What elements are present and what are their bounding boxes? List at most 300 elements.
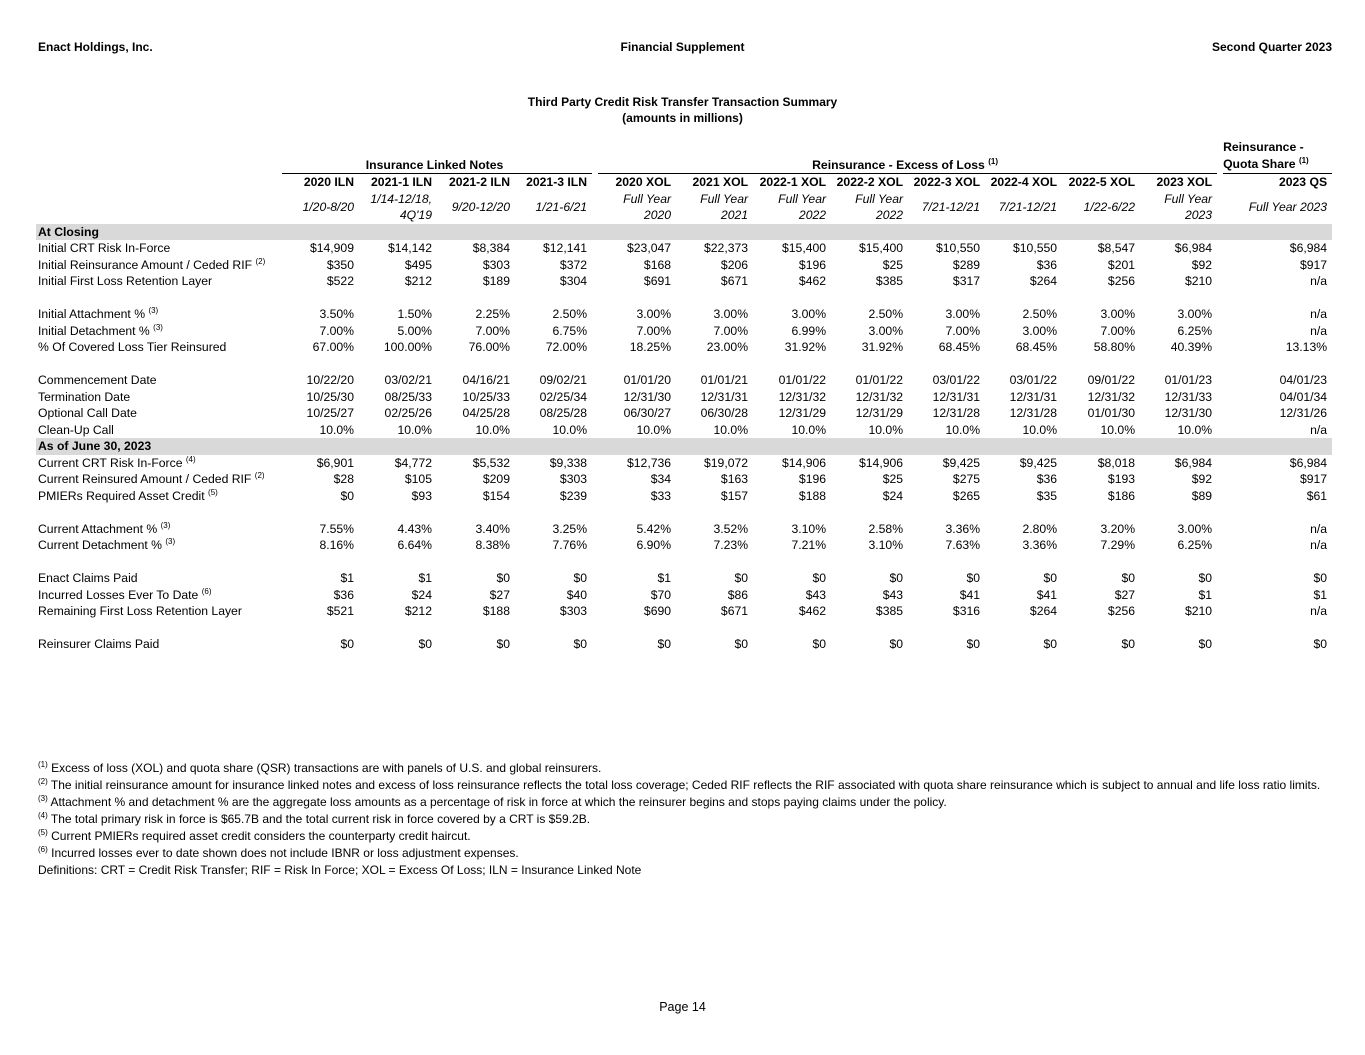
value-cell: 12/31/31 [1009,389,1058,404]
value-cell: $92 [1191,257,1213,272]
value-cell: $27 [1114,587,1136,602]
value-cell: $201 [1107,257,1136,272]
footnote-marker: (4) [38,811,48,820]
value-cell: 01/01/22 [855,373,904,387]
value-cell: $303 [559,604,588,618]
value-cell: $27 [489,587,510,602]
value-cell: $212 [404,604,432,618]
value-cell: 1/21-6/21 [535,199,588,214]
value-cell: $22,373 [703,241,749,255]
row-label: Clean-Up Call [38,422,114,437]
group-excess-of-loss: Reinsurance - Excess of Loss $^{(1)}$ [598,139,1217,174]
value-cell: $691 [643,274,672,288]
value-cell: 7.76% [552,538,588,552]
footnote-ref: (3) [148,306,159,315]
value-cell: 3.20% [1100,521,1136,536]
row-label: Initial First Loss Retention Layer [38,274,213,288]
value-cell: 2022-1 XOL [759,175,827,189]
footnote-text: Incurred losses ever to date shown does not include IBNR or loss adjustment expenses. [51,846,519,860]
value-cell: 09/01/22 [1087,373,1136,387]
value-cell: $5,532 [472,455,510,470]
value-cell: $0 [1043,637,1058,651]
spacer-cell [36,290,1332,307]
value-cell: 10/25/33 [462,389,510,404]
value-cell: 12/31/26 [1279,406,1328,420]
value-cell: n/a [1310,323,1328,338]
value-cell: n/a [1310,422,1328,437]
value-cell: $0 [1313,637,1328,651]
value-cell: Full Year 2023 [1164,191,1213,222]
value-cell: 5.42% [636,521,672,536]
value-cell: 6.75% [552,323,588,338]
table-row [36,389,1332,406]
value-cell: 3.40% [475,521,510,536]
section-title: At Closing [36,224,1332,241]
value-cell: $0 [889,571,904,585]
value-cell: 6.90% [636,538,672,552]
value-cell: 2021-3 ILN [526,175,588,189]
value-cell: 01/01/21 [700,373,749,387]
value-cell: 2021-1 ILN [371,175,432,189]
row-label-cell [36,389,282,406]
table-row [36,471,1332,488]
value-cell: $671 [720,274,749,288]
value-cell: $0 [734,571,749,585]
value-cell: 10.0% [713,422,749,437]
footnote-ref: (2) [255,256,266,266]
value-cell: Full Year 2020 [623,191,672,222]
value-cell: 08/25/33 [384,389,432,404]
value-cell: $522 [326,274,354,288]
value-cell: $462 [798,274,827,288]
row-label-cell [36,488,282,505]
value-cell: $8,018 [1097,455,1136,470]
footnote-ref: (6) [201,586,212,596]
row-label: % Of Covered Loss Tier Reinsured [38,340,227,354]
value-cell: $15,400 [858,241,904,255]
company-name: Enact Holdings, Inc. [38,40,153,54]
value-cell: 04/01/23 [1279,373,1328,387]
value-cell: 3.36% [945,521,981,536]
value-cell: $0 [496,637,510,651]
footnote [38,811,1328,828]
value-cell: $917 [1299,257,1328,272]
footnote [38,794,1328,811]
footnote-ref: (3) [153,322,163,332]
value-cell: $6,901 [316,455,354,470]
value-cell: $0 [1313,571,1328,585]
value-cell: $1 [340,571,354,585]
value-cell: $168 [643,257,672,272]
value-cell: 31.92% [861,340,904,354]
group-header-row [36,139,1332,174]
value-cell: $154 [482,488,510,503]
value-cell: 7.00% [636,323,672,338]
value-cell: 10.0% [868,422,904,437]
value-cell: 01/01/23 [1164,373,1213,387]
value-cell: 2022-3 XOL [913,175,981,189]
footnotes [38,760,1328,879]
value-cell: 04/01/34 [1279,389,1328,404]
value-cell: 12/31/29 [855,406,904,420]
value-cell: $289 [952,257,981,272]
footnote-text: Excess of loss (XOL) and quota share (QSR) transactions are with panels of U.S. and global reinsurers. [51,761,602,775]
value-cell: $36 [333,587,354,602]
value-cell: 12/31/29 [778,406,827,420]
value-cell: 8.38% [475,538,510,552]
value-cell: 6.64% [397,538,432,552]
value-cell: $264 [1029,604,1058,618]
table-row [36,240,1332,257]
value-cell: 23.00% [706,340,749,354]
value-cell: 7.00% [1100,323,1136,338]
value-cell: $24 [411,587,432,602]
spacer-row [36,504,1332,521]
value-cell: $188 [482,604,510,618]
value-cell: Full Year 2022 [855,191,904,222]
value-cell: 4.43% [397,521,432,536]
table-row [36,521,1332,538]
row-label: Incurred Losses Ever To Date [38,587,199,602]
spacer-cell [36,504,1332,521]
value-cell: $0 [889,637,904,651]
value-cell: 10/25/27 [306,406,354,420]
value-cell: 2021 XOL [692,175,749,189]
crt-summary-table [36,139,1332,653]
value-cell: 10.0% [1022,422,1058,437]
value-cell: $0 [418,637,432,651]
value-cell: $209 [482,472,510,486]
table-row [36,405,1332,422]
row-label: Current Detachment % [38,538,162,552]
value-cell: 12/31/28 [1009,406,1058,420]
footnote-text: Attachment % and detachment % are the aggregate loss amounts as a percentage of risk in force at which the reinsurer begins and stops paying claims under the policy. [50,795,947,809]
value-cell: 5.00% [397,323,432,338]
value-cell: $23,047 [626,241,672,255]
value-cell: 6.25% [1177,538,1213,552]
table-title: Third Party Credit Risk Transfer Transaction Summary [527,95,838,109]
value-cell: $6,984 [1174,241,1213,255]
spacer-row [36,290,1332,307]
value-cell: 1/14-12/18, 4Q'19 [370,191,432,222]
row-label: Current Attachment % [38,521,158,536]
value-cell: 06/30/27 [623,406,672,420]
section-header [36,224,1332,241]
row-label-cell [36,405,282,422]
table-row [36,273,1332,290]
spacer-row [36,356,1332,373]
value-cell: n/a [1310,274,1328,288]
spacer-cell [36,356,1332,373]
value-cell: $93 [411,488,432,503]
value-cell: $12,736 [626,455,672,470]
value-cell: 3.50% [319,307,354,321]
value-cell: n/a [1310,604,1328,618]
document-title: Financial Supplement [620,40,745,54]
row-label-cell [36,521,282,538]
footnote-marker: (1) [38,760,48,769]
value-cell: 2020 XOL [615,175,672,189]
table-row [36,537,1332,554]
value-cell: 12/31/30 [1164,406,1213,420]
footnote-ref: (4) [185,454,196,464]
value-cell: 1.50% [397,307,432,321]
value-cell: 3.36% [1022,538,1058,552]
value-cell: 10.0% [475,422,510,437]
value-cell: $256 [1107,604,1136,618]
value-cell: $14,906 [781,455,827,470]
value-cell: $6,984 [1289,455,1328,470]
value-cell: $8,384 [472,241,510,255]
column-name-row [36,174,1332,191]
footnote-ref: (3) [160,520,171,530]
value-cell: 7/21-12/21 [998,199,1058,214]
value-cell: $186 [1107,488,1136,503]
value-cell: 10.0% [791,422,827,437]
value-cell: $265 [952,488,981,503]
value-cell: 12/31/32 [1087,389,1136,404]
table-row [36,306,1332,323]
value-cell: $9,425 [1019,455,1058,470]
value-cell: 09/02/21 [539,373,588,387]
value-cell: 2022-2 XOL [836,175,904,189]
value-cell: 2.50% [552,307,588,321]
value-cell: 12/31/33 [1164,389,1213,404]
row-label-cell [36,636,282,653]
value-cell: $462 [798,604,827,618]
row-label-cell [36,257,282,274]
value-cell: 31.92% [784,340,827,354]
value-cell: $28 [333,472,354,486]
value-cell: $316 [952,604,981,618]
spacer-row [36,620,1332,637]
footnote-ref: (2) [254,471,265,480]
value-cell: 10.0% [1100,422,1136,437]
footnote [38,760,1328,777]
spacer-row [36,554,1332,571]
value-cell: 2022-4 XOL [990,175,1058,189]
value-cell: n/a [1310,521,1328,536]
value-cell: $9,425 [942,455,981,470]
value-cell: $6,984 [1174,455,1213,470]
value-cell: 10.0% [397,422,432,437]
value-cell: $0 [734,637,749,651]
section-header [36,438,1332,455]
value-cell: 3.00% [1177,307,1213,321]
value-cell: $0 [1121,571,1136,585]
value-cell: $14,909 [309,241,354,255]
value-cell: 08/25/28 [539,406,588,420]
value-cell: 7.21% [791,538,827,552]
value-cell: $495 [404,257,432,272]
value-cell: $196 [798,472,827,486]
row-label-cell [36,603,282,620]
row-label: Commencement Date [38,373,157,387]
value-cell: Full Year 2022 [778,191,827,222]
value-cell: 67.00% [312,340,354,354]
value-cell: 3.00% [868,323,904,338]
value-cell: 2021-2 ILN [449,175,510,189]
row-label: Termination Date [38,389,131,404]
value-cell: 10.0% [636,422,672,437]
value-cell: $0 [812,637,827,651]
value-cell: 10/22/20 [306,373,354,387]
row-label: Current Reinsured Amount / Ceded RIF [38,472,252,486]
value-cell: $6,984 [1289,241,1328,255]
footnote-marker: (5) [38,828,48,837]
column-period-row [36,191,1332,224]
value-cell: $10,550 [1012,241,1058,255]
row-label-cell [36,455,282,472]
value-cell: $25 [882,472,904,486]
value-cell: $33 [650,488,672,503]
value-cell: 6.25% [1177,323,1213,338]
row-label-cell [36,273,282,290]
value-cell: 03/01/22 [932,373,981,387]
group-quota-share: Reinsurance - Quota Share $^{(1)}$ [1223,139,1332,174]
value-cell: 2020 ILN [303,175,354,189]
row-label-cell [36,471,282,488]
value-cell: Full Year 2021 [700,191,749,222]
value-cell: 18.25% [629,340,672,354]
value-cell: $40 [566,587,588,602]
value-cell: $1 [418,571,432,585]
value-cell: $19,072 [703,455,749,470]
row-label: Current CRT Risk In-Force [38,455,183,470]
value-cell: $317 [952,274,981,288]
value-cell: $350 [326,257,354,272]
value-cell: $105 [404,472,432,486]
value-cell: 9/20-12/20 [451,199,510,214]
value-cell: $210 [1184,604,1213,618]
value-cell: 1/20-8/20 [302,199,354,214]
value-cell: n/a [1310,307,1328,321]
value-cell: 3.52% [713,521,749,536]
row-label-cell [36,570,282,587]
value-cell: $41 [1036,587,1058,602]
value-cell: 2.80% [1022,521,1058,536]
value-cell: 7.63% [945,538,981,552]
table-row [36,603,1332,620]
value-cell: 2.58% [868,521,904,536]
value-cell: 2023 QS [1278,175,1328,189]
value-cell: 2.50% [1022,307,1058,321]
row-label-cell [36,422,282,439]
value-cell: 10.0% [945,422,981,437]
value-cell: 3.25% [552,521,588,536]
value-cell: $41 [959,587,981,602]
value-cell: $0 [966,571,981,585]
value-cell: 3.00% [1022,323,1058,338]
row-label: PMIERs Required Asset Credit [38,488,205,503]
value-cell: 58.80% [1093,340,1136,354]
value-cell: 7.23% [713,538,749,552]
value-cell: $385 [875,274,904,288]
footnote-ref: (5) [208,487,218,497]
row-label: Reinsurer Claims Paid [38,637,160,651]
value-cell: $690 [643,604,672,618]
value-cell: $25 [882,257,904,272]
value-cell: $303 [559,472,588,486]
value-cell: $264 [1029,274,1058,288]
value-cell: $70 [650,587,672,602]
value-cell: 72.00% [545,340,588,354]
value-cell: $4,772 [394,455,432,470]
value-cell: $385 [875,604,904,618]
row-label: Remaining First Loss Retention Layer [38,604,242,618]
value-cell: 10/25/30 [306,389,354,404]
group-insurance-linked-notes: Insurance Linked Notes [282,139,592,174]
value-cell: $0 [340,637,354,651]
value-cell: $86 [727,587,749,602]
value-cell: 3.00% [791,307,827,321]
value-cell: $275 [952,472,981,486]
value-cell: $1 [1198,587,1213,602]
value-cell: 68.45% [1015,340,1058,354]
value-cell: 02/25/34 [539,389,588,404]
table-row [36,323,1332,340]
footnote [38,845,1328,862]
value-cell: $34 [650,472,672,486]
footnote [38,777,1328,794]
value-cell: $8,547 [1097,241,1136,255]
value-cell: 01/01/22 [778,373,827,387]
value-cell: 7.00% [319,323,354,338]
spacer-cell [36,620,1332,637]
value-cell: 100.00% [383,340,432,354]
value-cell: $9,338 [549,455,588,470]
value-cell: $671 [720,604,749,618]
value-cell: 12/31/30 [623,389,672,404]
footnote-text: The total primary risk in force is $65.7B and the total current risk in force covered by a CRT is $59.2B. [50,812,591,826]
value-cell: 68.45% [938,340,981,354]
value-cell: 2023 XOL [1156,175,1213,189]
value-cell: 12/31/31 [932,389,981,404]
value-cell: 3.00% [1177,521,1213,536]
value-cell: $36 [1036,257,1058,272]
label-header [36,191,282,224]
row-label-cell [36,372,282,389]
value-cell: $210 [1184,274,1213,288]
value-cell: $256 [1107,274,1136,288]
table-row [36,422,1332,439]
value-cell: 7.29% [1100,538,1136,552]
value-cell: $43 [882,587,904,602]
value-cell: 12/31/28 [932,406,981,420]
value-cell: 76.00% [468,340,510,354]
value-cell: 1/22-6/22 [1083,199,1136,214]
value-cell: 2022-5 XOL [1068,175,1136,189]
footnote-text: The initial reinsurance amount for insurance linked notes and excess of loss reinsurance reflects the total loss coverage; Ceded RIF reflects the RIF associated with quota share reinsurance which is subject to annual and life loss ratio limits. [50,778,1321,792]
row-label-cell [36,240,282,257]
value-cell: $14,142 [387,241,432,255]
value-cell: 7/21-12/21 [921,199,981,214]
value-cell: 02/25/26 [384,406,432,420]
value-cell: 7.00% [713,323,749,338]
value-cell: $0 [1121,637,1136,651]
value-cell: 06/30/28 [700,406,749,420]
value-cell: $212 [404,274,432,288]
value-cell: $0 [573,637,588,651]
value-cell: $43 [805,587,827,602]
table-subtitle: (amounts in millions) [622,111,743,125]
row-label-cell [36,339,282,356]
value-cell: $0 [1043,571,1058,585]
value-cell: $0 [340,488,354,503]
value-cell: 04/16/21 [462,373,510,387]
value-cell: $372 [559,257,588,272]
value-cell: 10.0% [1177,422,1213,437]
